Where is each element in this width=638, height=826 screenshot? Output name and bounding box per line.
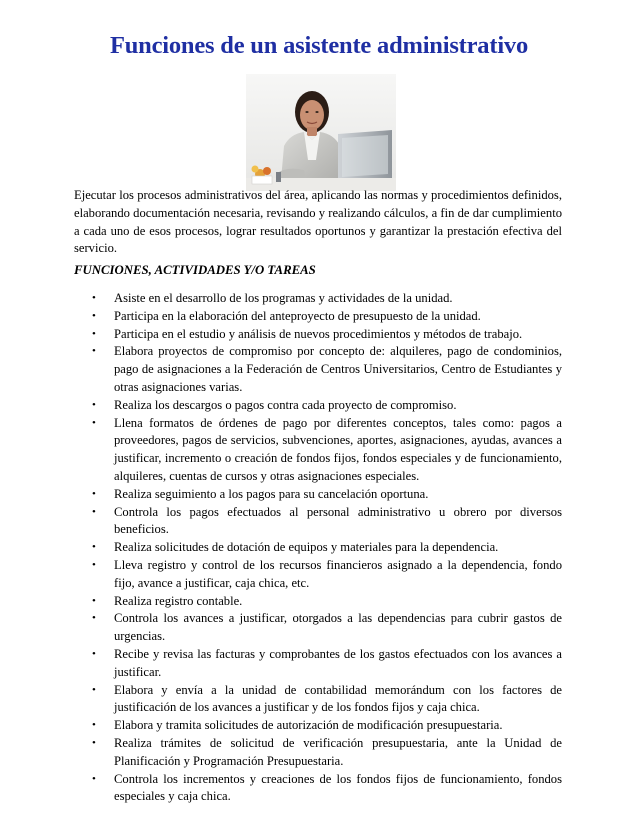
task-text: Recibe y revisa las facturas y comprobantes de los gastos efectuados con los avances a justificar. <box>114 646 562 679</box>
task-list-item <box>0 308 562 326</box>
section-heading: FUNCIONES, ACTIVIDADES Y/O TAREAS <box>74 263 316 277</box>
task-list-item <box>0 557 562 593</box>
bullet-icon: • <box>92 558 96 571</box>
task-list-item <box>0 610 562 646</box>
bullet-icon: • <box>92 647 96 660</box>
bullet-icon: • <box>92 541 96 554</box>
task-list-item <box>0 397 562 415</box>
task-text: Realiza solicitudes de dotación de equipos y materiales para la dependencia. <box>114 540 499 555</box>
task-list-item <box>0 504 562 540</box>
bullet-icon: • <box>92 683 96 696</box>
task-text: Realiza registro contable. <box>114 593 243 608</box>
task-text: Elabora y envía a la unidad de contabilidad memorándum con los factores de justificación de los avances a justificar y de los fondos fijos y caja chica. <box>114 682 562 715</box>
bullet-icon: • <box>92 292 96 304</box>
task-list-item <box>0 290 562 308</box>
task-list-item <box>0 682 562 718</box>
task-list-item <box>0 771 562 807</box>
task-text: Controla los avances a justificar, otorgados a las dependencias para cubrir gastos de urgencias. <box>114 611 562 644</box>
task-list-item <box>0 717 562 735</box>
task-list-item <box>0 593 562 611</box>
task-text: Llena formatos de órdenes de pago por diferentes conceptos, tales como: pagos a proveedores, pagos de servicios, subvenciones, aportes, asignaciones, ayudas, avances a justificar, incremento o creación de fondos fijos, fondos especiales y de funcionamiento, alquileres, cuentas de cursos y otras asignaciones especiales. <box>114 415 562 483</box>
document-title: Funciones de un asistente administrativo <box>109 32 529 59</box>
bullet-icon: • <box>92 736 96 749</box>
task-text: Realiza trámites de solicitud de verificación presupuestaria, ante la Unidad de Planificación y Programación Presupuestaria. <box>114 735 562 768</box>
task-text: Participa en la elaboración del anteproyecto de presupuesto de la unidad. <box>114 308 481 323</box>
bullet-icon: • <box>92 487 96 500</box>
task-list-item <box>0 415 562 486</box>
bullet-icon: • <box>92 772 96 785</box>
task-text: Elabora proyectos de compromiso por concepto de: alquileres, pago de condominios, pago de asignaciones a la Federación de Centros Universitarios, Centro de Estudiantes y otras asignaciones varias. <box>114 344 562 394</box>
bullet-icon: • <box>92 612 96 625</box>
task-list-item <box>0 646 562 682</box>
bullet-icon: • <box>92 345 96 358</box>
bullet-icon: • <box>92 719 96 732</box>
intro-paragraph: Ejecutar los procesos administrativos del área, aplicando las normas y procedimientos definidos, elaborando documentación necesaria, revisando y realizando cálculos, a fin de dar cumplimiento a cada uno de esos procesos, lograr resultados oportunos y garantizar la prestación efectiva del servicio. <box>74 188 562 256</box>
bullet-icon: • <box>92 327 96 340</box>
task-text: Lleva registro y control de los recursos financieros asignado a la dependencia, fondo fijo, avance a justificar, caja chica, etc. <box>114 557 562 590</box>
task-list-item <box>0 343 562 396</box>
task-list-item <box>0 486 562 504</box>
task-text: Realiza los descargos o pagos contra cada proyecto de compromiso. <box>114 397 457 412</box>
bullet-icon: • <box>92 416 96 429</box>
bullet-icon: • <box>92 505 96 518</box>
office-worker-photo <box>246 74 396 191</box>
task-list-item <box>0 326 562 344</box>
task-text: Controla los incrementos y creaciones de los fondos fijos de funcionamiento, fondos especiales y caja chica. <box>114 771 562 804</box>
bullet-icon: • <box>92 398 96 411</box>
task-text: Participa en el estudio y análisis de nuevos procedimientos y métodos de trabajo. <box>114 326 523 341</box>
bullet-icon: • <box>92 594 96 607</box>
task-text: Controla los pagos efectuados al personal administrativo u obrero por diversos beneficios. <box>114 504 562 537</box>
task-text: Asiste en el desarrollo de los programas y actividades de la unidad. <box>114 291 453 305</box>
task-list-item <box>0 735 562 771</box>
task-text: Realiza seguimiento a los pagos para su cancelación oportuna. <box>114 486 429 501</box>
task-list-item <box>0 539 562 557</box>
task-text: Elabora y tramita solicitudes de autorización de modificación presupuestaria. <box>114 718 503 733</box>
task-list <box>0 290 638 806</box>
bullet-icon: • <box>92 309 96 322</box>
